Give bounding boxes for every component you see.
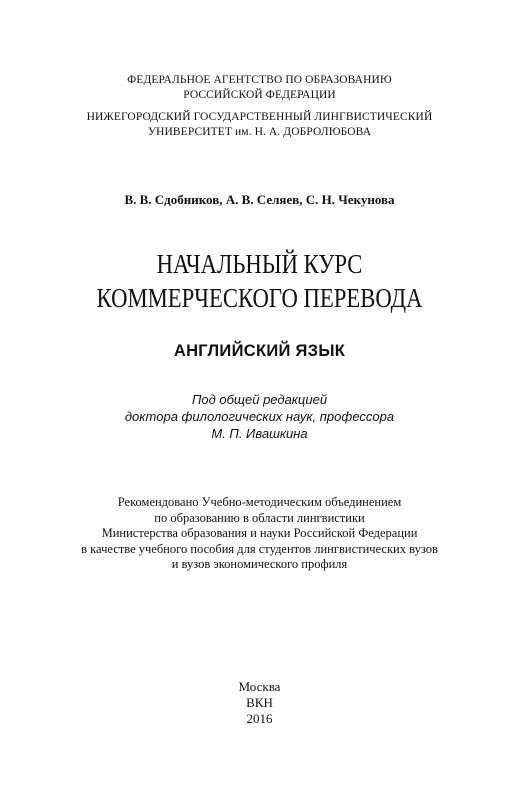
header-line-2: РОССИЙСКОЙ ФЕДЕРАЦИИ (183, 89, 336, 101)
recommendation-line-4: в качестве учебного пособия для студентов лингвистических вузов (81, 541, 438, 556)
imprint-city: Москва (238, 679, 281, 694)
editor-note (0, 391, 519, 442)
header-line-4: УНИВЕРСИТЕТ им. Н. А. ДОБРОЛЮБОВА (147, 126, 372, 138)
editor-line-2: доктора филологических наук, профессора (124, 409, 395, 424)
recommendation-line-3: Министерства образования и науки Российской Федерации (101, 526, 418, 540)
recommendation-line-5: и вузов экономического профиля (171, 557, 348, 571)
header-line-1: ФЕДЕРАЛЬНОЕ АГЕНТСТВО ПО ОБРАЗОВАНИЮ (127, 74, 392, 86)
title-line-2: КОММЕРЧЕСКОГО ПЕРЕВОДА (96, 283, 423, 313)
recommendation-line-2: по образованию в области лингвистики (154, 510, 365, 525)
recommendation-note (0, 495, 519, 573)
imprint-publisher: ВКН (246, 695, 273, 710)
recommendation-line-1: Рекомендовано Учебно-методическим объединением (117, 495, 402, 509)
imprint (0, 679, 519, 727)
imprint-year: 2016 (246, 711, 273, 726)
header-line-3: НИЖЕГОРОДСКИЙ ГОСУДАРСТВЕННЫЙ ЛИНГВИСТИЧЕСКИЙ (86, 111, 433, 123)
editor-line-1: Под общей редакцией (191, 392, 328, 407)
book-title (42, 247, 478, 315)
editor-line-3: М. П. Ивашкина (211, 426, 308, 441)
title-line-1: НАЧАЛЬНЫЙ КУРС (156, 249, 363, 279)
book-subtitle: АНГЛИЙСКИЙ ЯЗЫК (173, 342, 346, 360)
institution-header (0, 73, 519, 140)
authors: В. В. Сдобников, А. В. Селяев, С. Н. Чекунова (124, 192, 395, 207)
